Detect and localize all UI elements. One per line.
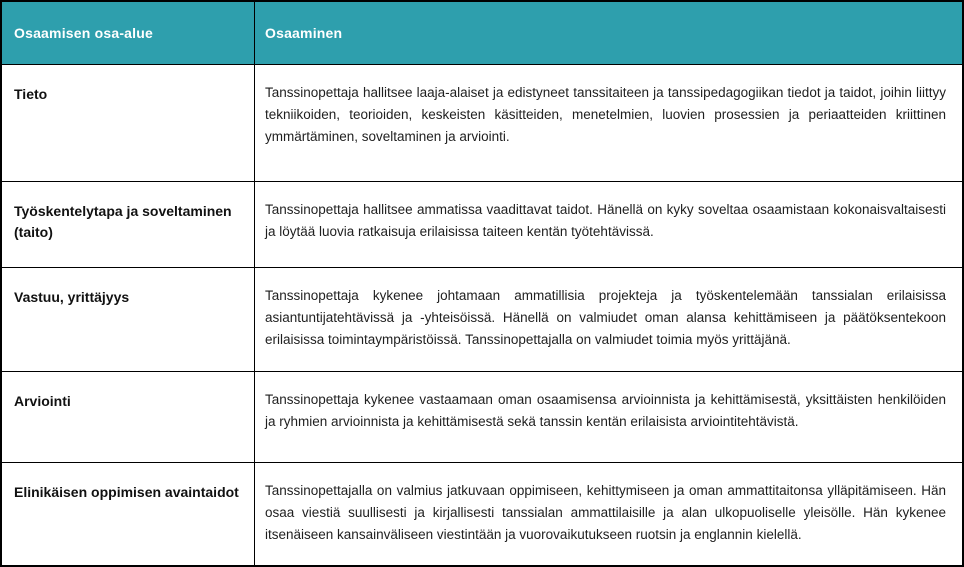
row-area-label: Tieto	[14, 86, 48, 102]
row-area-label: Työskentelytapa ja soveltaminen (taito)	[14, 203, 232, 240]
table-row	[2, 181, 962, 267]
table-row	[2, 371, 962, 462]
row-area-label: Arviointi	[14, 393, 71, 409]
row-description-cell	[255, 65, 962, 181]
row-area-cell	[2, 463, 255, 567]
row-description-cell	[255, 182, 962, 267]
table-row	[2, 64, 962, 181]
row-area-cell	[2, 65, 255, 181]
row-description: Tanssinopettajalla on valmius jatkuvaan oppimiseen, kehittymiseen ja oman ammattitaitonsa ylläpitämiseen. Hän osaa viestiä suullisesti ja kirjallisesti tanssialan ammattilaisille ja alan ulkopuoliselle yleisölle. Hän kykenee itsenäiseen kansainväliseen viestintään ja vuorovaikutukseen ruotsin ja englannin kielellä.	[265, 483, 946, 542]
row-area-label: Vastuu, yrittäjyys	[14, 289, 130, 305]
row-description: Tanssinopettaja hallitsee laaja-alaiset ja edistyneet tanssitaiteen ja tanssipedagogiikan tiedot ja taidot, joihin liittyy tekniikoiden, teorioiden, keskeisten käsitteiden, menetelmien, luovien prosessien ja periaatteiden kriittinen ymmärtäminen, soveltaminen ja arviointi.	[265, 85, 946, 144]
row-description-cell	[255, 372, 962, 462]
row-description-cell	[255, 463, 962, 567]
row-area-cell	[2, 372, 255, 462]
row-area-label: Elinikäisen oppimisen avaintaidot	[14, 484, 239, 500]
header-cell-competence-area	[2, 2, 255, 64]
row-description: Tanssinopettaja kykenee vastaamaan oman osaamisensa arvioinnista ja kehittämisestä, yksittäisten henkilöiden ja ryhmien arvioinnista ja kehittämisestä sekä tanssin kentän erilaisista arviointitehtävistä.	[265, 392, 946, 429]
row-description: Tanssinopettaja hallitsee ammatissa vaadittavat taidot. Hänellä on kyky soveltaa osaamistaan kokonaisvaltaisesti ja löytää luovia ratkaisuja erilaisissa taiteen kentän työtehtävissä.	[265, 202, 946, 239]
header-cell-competence	[255, 2, 962, 64]
table-row	[2, 267, 962, 371]
row-description: Tanssinopettaja kykenee johtamaan ammatillisia projekteja ja työskentelemään tanssialan erilaisissa asiantuntijatehtävissä ja -yhteisöissä. Hänellä on valmiudet oman alansa kehittämiseen ja päätöksentekoon erilaisissa toimintaympäristöissä. Tanssinopettajalla on valmiudet toimia myös yrittäjänä.	[265, 288, 946, 347]
header-row	[2, 2, 962, 64]
table-row	[2, 462, 962, 567]
header-label-competence: Osaaminen	[265, 25, 343, 41]
row-area-cell	[2, 182, 255, 267]
row-description-cell	[255, 268, 962, 371]
header-label-competence-area: Osaamisen osa-alue	[14, 25, 153, 41]
row-area-cell	[2, 268, 255, 371]
